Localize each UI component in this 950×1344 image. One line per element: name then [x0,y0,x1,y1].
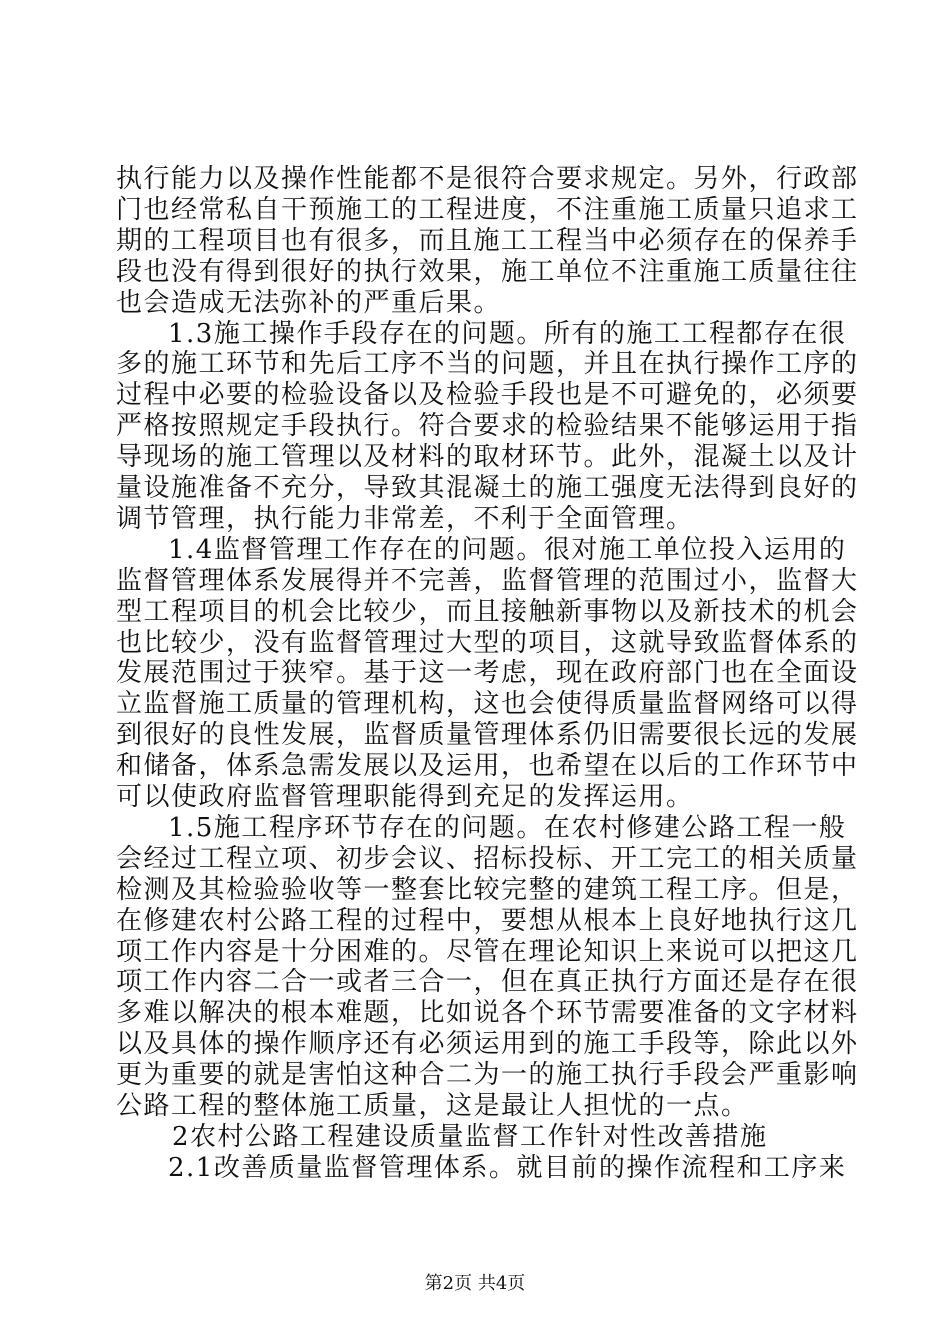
paragraph-line: 项工作内容二合一或者三合一，但在真正执行方面还是存在很 [116,967,859,998]
paragraph-line: 门也经常私自干预施工的工程进度，不注重施工质量只追求工 [116,194,859,225]
section-heading: 2农村公路工程建设质量监督工作针对性改善措施 [172,1121,768,1152]
paragraph-line: 期的工程项目也有很多，而且施工工程当中必须存在的保养手 [116,225,859,256]
paragraph-line: 段也没有得到很好的执行效果，施工单位不注重施工质量往往 [116,256,859,287]
paragraph-line: 到很好的良性发展，监督质量管理体系仍旧需要很长远的发展 [116,720,859,751]
paragraph-line: 量设施准备不充分，导致其混凝土的施工强度无法得到良好的 [116,473,859,503]
paragraph-line: 1.3施工操作手段存在的问题。所有的施工工程都存在很 [168,318,847,349]
page-number-footer: 第2页 共4页 [424,1273,526,1294]
paragraph-line: 型工程项目的机会比较少，而且接触新事物以及新技术的机会 [116,596,859,627]
paragraph-line: 检测及其检验验收等一整套比较完整的建筑工程工序。但是， [116,874,859,905]
paragraph-line: 和储备，体系急需发展以及运用，也希望在以后的工作环节中 [116,751,859,782]
paragraph-line: 项工作内容是十分困难的。尽管在理论知识上来说可以把这几 [116,936,859,967]
paragraph-line: 立监督施工质量的管理机构，这也会使得质量监督网络可以得 [116,689,859,720]
paragraph-line: 过程中必要的检验设备以及检验手段也是不可避免的，必须要 [116,380,859,411]
paragraph-line: 公路工程的整体施工质量，这是最让人担忧的一点。 [116,1091,749,1121]
paragraph-line: 在修建农村公路工程的过程中，要想从根本上良好地执行这几 [116,905,859,936]
paragraph-line: 严格按照规定手段执行。符合要求的检验结果不能够运用于指 [116,411,859,442]
paragraph-line: 更为重要的就是害怕这种合二为一的施工执行手段会严重影响 [116,1060,859,1091]
paragraph-line: 也会造成无法弥补的严重后果。 [116,287,502,318]
paragraph-line: 多的施工环节和先后工序不当的问题，并且在执行操作工序的 [116,349,859,380]
paragraph-line: 也比较少，没有监督管理过大型的项目，这就导致监督体系的 [116,627,859,658]
paragraph-line: 以及具体的操作顺序还有必须运用到的施工手段等，除此以外 [116,1029,859,1060]
paragraph-line: 导现场的施工管理以及材料的取材环节。此外，混凝土以及计 [116,442,859,473]
paragraph-line: 1.4监督管理工作存在的问题。很对施工单位投入运用的 [168,534,847,565]
paragraph-line: 多难以解决的根本难题，比如说各个环节需要准备的文字材料 [116,998,859,1029]
paragraph-line: 1.5施工程序环节存在的问题。在农村修建公路工程一般 [168,812,847,843]
paragraph-line: 可以使政府监督管理职能得到充足的发挥运用。 [116,782,694,812]
paragraph-line: 2.1改善质量监督管理体系。就目前的操作流程和工序来 [168,1152,847,1183]
paragraph-line: 会经过工程立项、初步会议、招标投标、开工完工的相关质量 [116,843,859,874]
paragraph-line: 监督管理体系发展得并不完善，监督管理的范围过小，监督大 [116,565,859,596]
paragraph-line: 发展范围过于狭窄。基于这一考虑，现在政府部门也在全面设 [116,658,859,689]
paragraph-line: 执行能力以及操作性能都不是很符合要求规定。另外，行政部 [116,164,859,194]
paragraph-line: 调节管理，执行能力非常差，不利于全面管理。 [116,503,694,534]
